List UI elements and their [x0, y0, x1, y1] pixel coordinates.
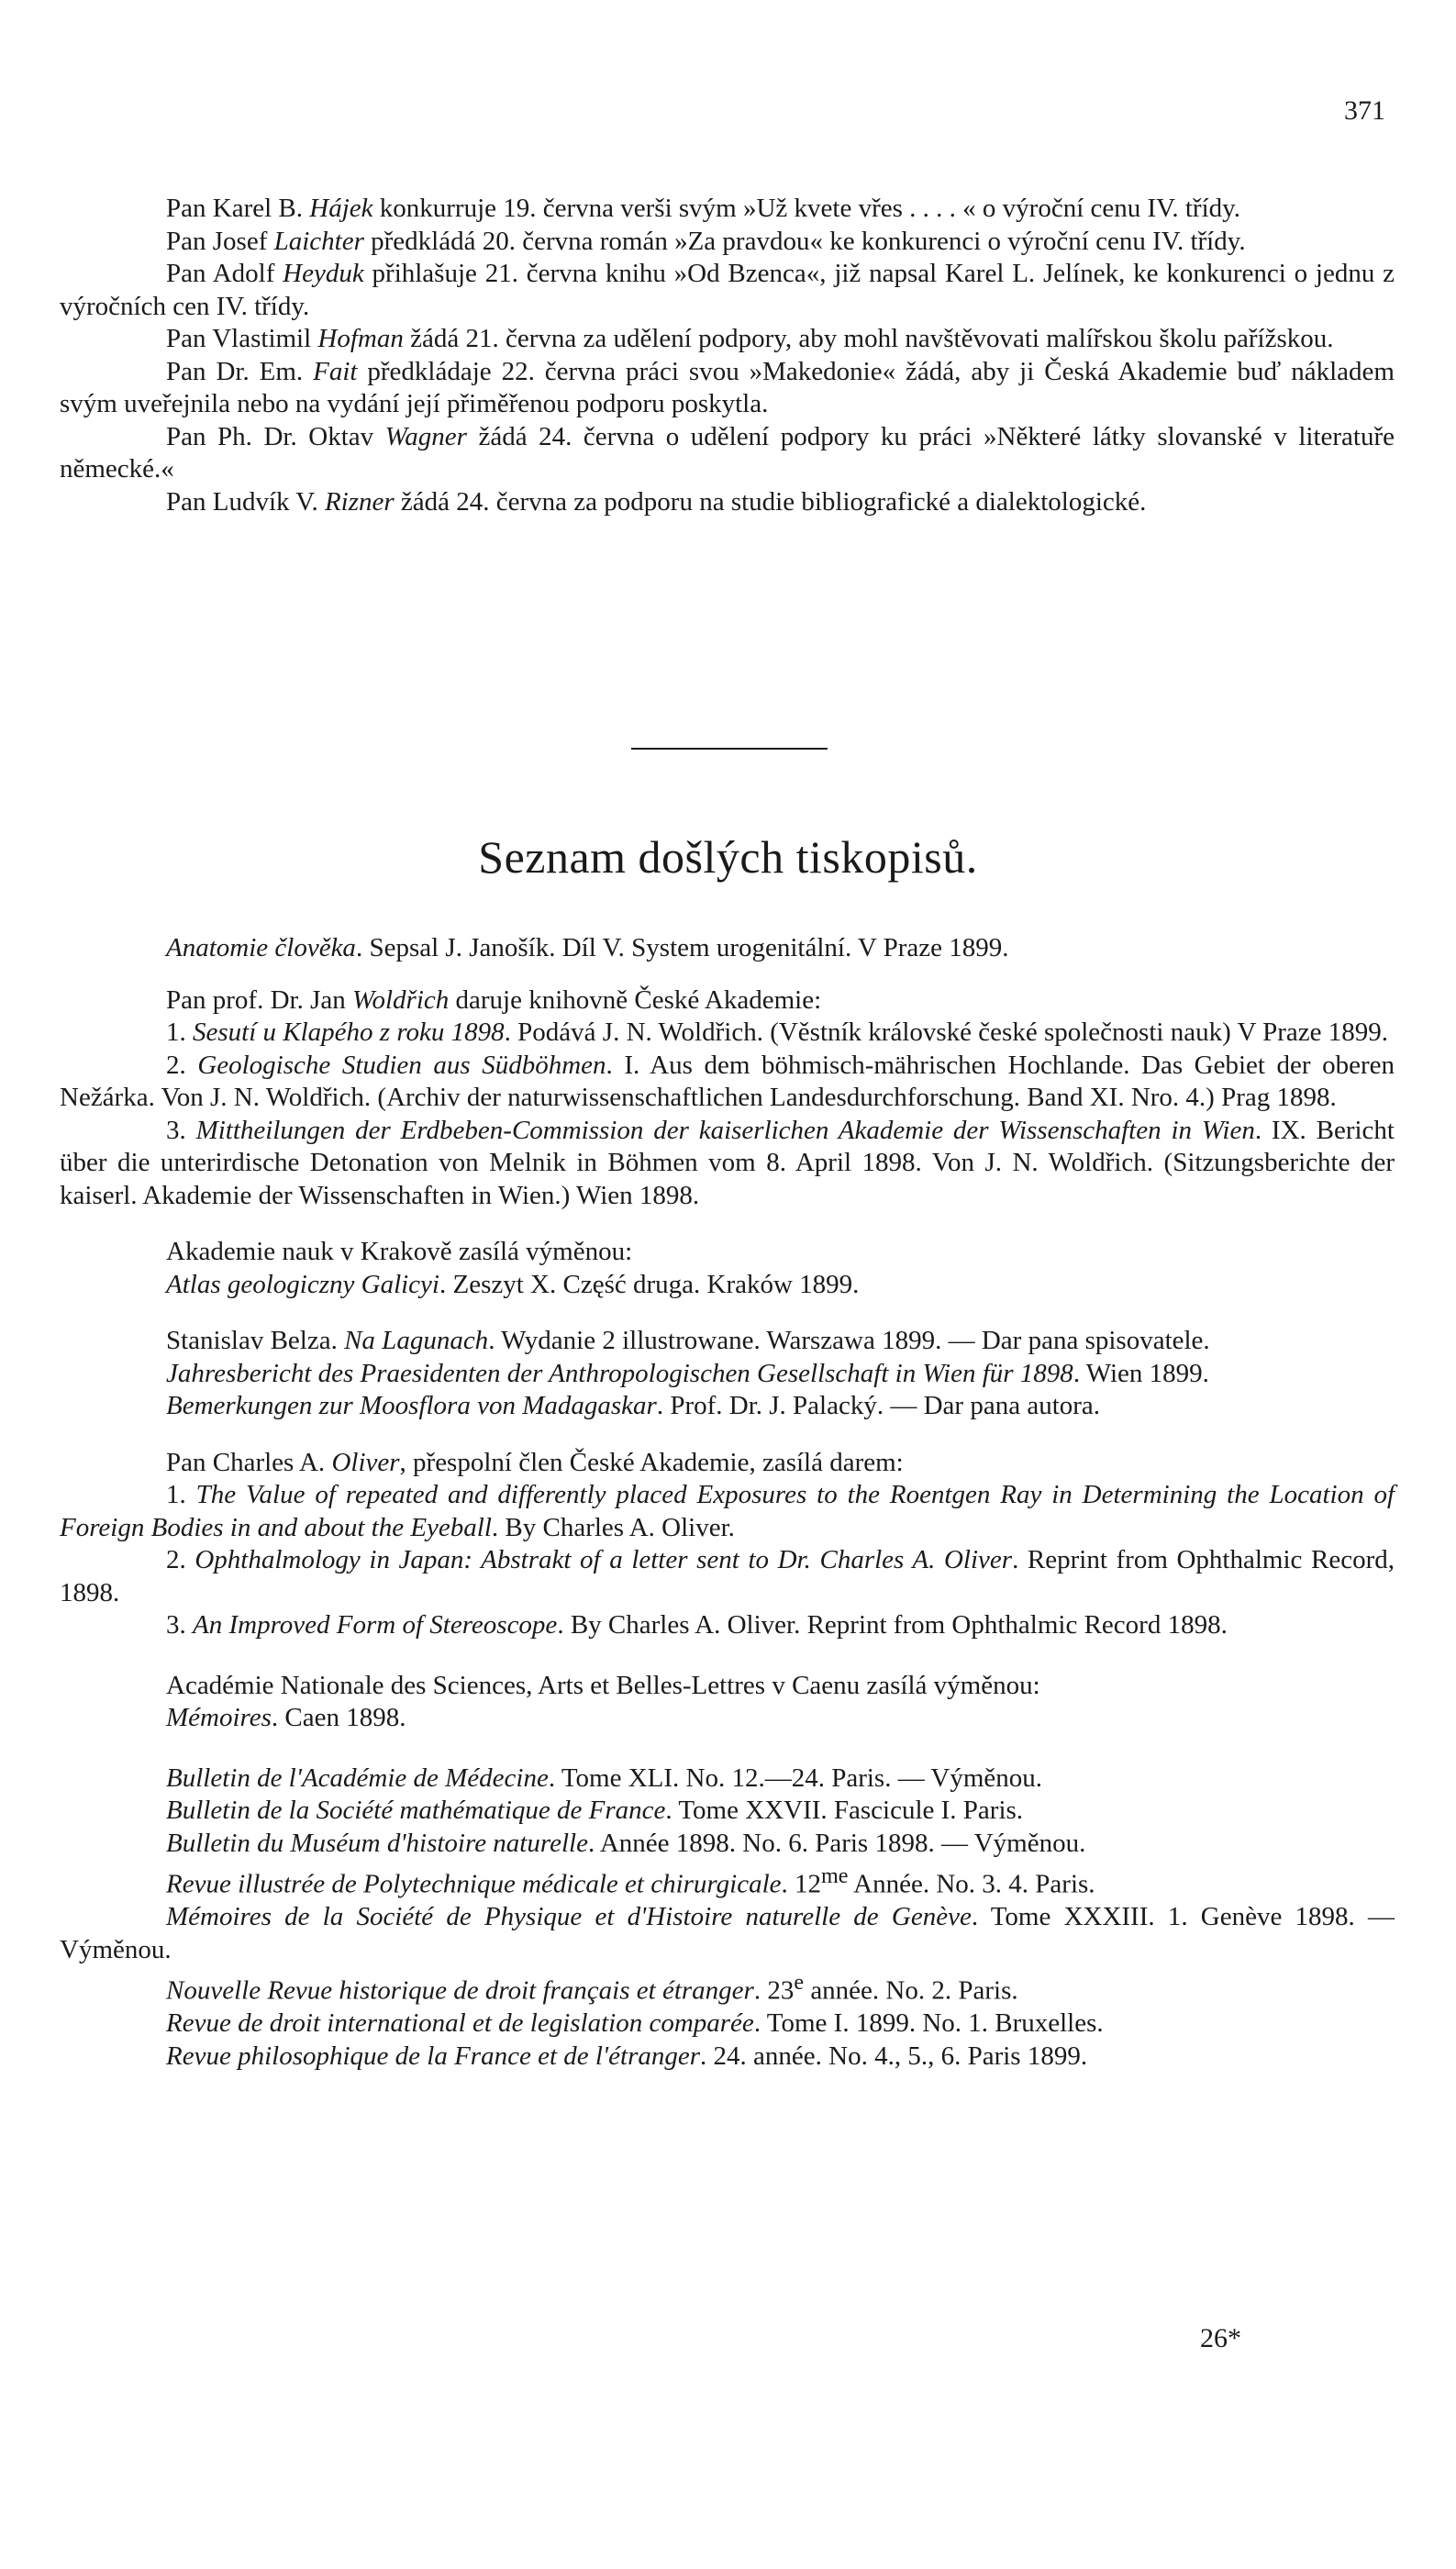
print-entry: 1. Sesutí u Klapého z roku 1898. Podává J. N. Woldřich. (Věstník královské české společnosti nauk) V Praze 1899.	[166, 1018, 1389, 1047]
entry-hofman: Pan Vlastimil Hofman žádá 21. června za udělení podpory, aby mohl navštěvovati malířskou školu pařížskou.	[166, 324, 1334, 353]
entry-fait: Pan Dr. Em. Fait předkládaje 22. června práci svou »Makedonie« žádá, aby ji Česká Akademie buď nákladem svým uveřejnila nebo na vydání její přiměřenou podporu poskytla.	[60, 356, 1395, 418]
print-entry: Stanislav Belza. Na Lagunach. Wydanie 2 illustrowane. Warszawa 1899. — Dar pana spisovatele.	[166, 1326, 1210, 1355]
print-entry: Atlas geologiczny Galicyi. Zeszyt X. Część druga. Kraków 1899.	[166, 1269, 860, 1299]
print-entry: Revue illustrée de Polytechnique médicale et chirurgicale. $12^{me}$ Année. No. 3. 4. Paris.	[166, 1863, 1095, 1899]
print-entry: 2. Ophthalmology in Japan: Abstrakt of a letter sent to Dr. Charles A. Oliver. Reprint from Ophthalmic Record, 1898.	[60, 1545, 1395, 1607]
print-entry: Jahresbericht des Praesidenten der Anthropologischen Gesellschaft in Wien für 1898. Wien 1899.	[166, 1358, 1209, 1388]
print-entry: Nouvelle Revue historique de droit français et étranger. 23e année. No. 2. Paris.	[166, 1970, 1018, 2006]
print-entry: 1. The Value of repeated and differently placed Exposures to the Roentgen Ray in Determining the Location of Foreign Bodies in and about the Eyeball. By Charles A. Oliver.	[60, 1480, 1395, 1542]
print-entry: Bulletin du Muséum d'histoire naturelle. Année 1898. No. 6. Paris 1898. — Výměnou.	[166, 1828, 1086, 1858]
donor-line: Académie Nationale des Sciences, Arts et Belles-Lettres v Caenu zasílá výměnou:	[166, 1670, 1040, 1700]
print-entry: Bulletin de l'Académie de Médecine. Tome XLI. No. 12.—24. Paris. — Výměnou.	[166, 1763, 1043, 1793]
signature-mark: 26*	[1200, 2323, 1241, 2353]
print-entry: 3. An Improved Form of Stereoscope. By Charles A. Oliver. Reprint from Ophthalmic Record 1898.	[166, 1610, 1228, 1640]
minutes-section	[60, 193, 1395, 518]
donor-line: Pan prof. Dr. Jan Woldřich daruje knihovně České Akademie:	[166, 984, 822, 1015]
print-entry: Mémoires de la Société de Physique et d'Histoire naturelle de Genève. Tome XXXIII. 1. Genève 1898. — Výměnou.	[60, 1902, 1395, 1964]
print-entry: Mémoires. Caen 1898.	[166, 1703, 406, 1732]
print-entry: 2. Geologische Studien aus Südböhmen. I. Aus dem böhmisch-mährischen Hochlande. Das Gebiet der oberen Nežárka. Von J. N. Woldřich. (Archiv der naturwissenschaftlichen Landesdurchforschung. Band XI. Nro. 4.) Prag 1898.	[60, 1050, 1395, 1112]
section-heading: Seznam došlých tiskopisů.	[478, 831, 978, 883]
print-entry: Revue philosophique de la France et de l'étranger. 24. année. No. 4., 5., 6. Paris 1899.	[166, 2041, 1088, 2071]
donor-line: Akademie nauk v Krakově zasílá výměnou:	[166, 1237, 633, 1266]
entry-wagner: Pan Ph. Dr. Oktav Wagner žádá 24. června o udělení podpory ku práci »Některé látky slovanské v literatuře německé.«	[60, 421, 1395, 484]
received-prints-list	[60, 932, 1395, 2073]
page-number: 371	[1344, 95, 1385, 126]
section-divider	[631, 748, 828, 750]
entry-heyduk: Pan Adolf Heyduk přihlašuje 21. června knihu »Od Bzenca«, již napsal Karel L. Jelínek, ke konkurenci o jednu z výročních cen IV. třídy.	[60, 259, 1395, 321]
print-entry: Bulletin de la Société mathématique de France. Tome XXVII. Fascicule I. Paris.	[166, 1796, 1024, 1825]
entry-rizner: Pan Ludvík V. Rizner žádá 24. června za podporu na studie bibliografické a dialektologické.	[166, 486, 1147, 517]
print-entry: Bemerkungen zur Moosflora von Madagaskar. Prof. Dr. J. Palacký. — Dar pana autora.	[166, 1391, 1101, 1420]
print-entry: 3. Mittheilungen der Erdbeben-Commission der kaiserlichen Akademie der Wissenschaften in Wien. IX. Bericht über die unterirdische Detonation von Melnik in Böhmen vom 8. April 1898. Von J. N. Woldřich. (Sitzungsberichte der kaiserl. Akademie der Wissenschaften in Wien.) Wien 1898.	[60, 1115, 1395, 1210]
entry-laichter: Pan Josef Laichter předkládá 20. června román »Za pravdou« ke konkurenci o výroční cenu IV. třídy.	[166, 226, 1246, 256]
donor-line: Pan Charles A. Oliver, přespolní člen České Akademie, zasílá darem:	[166, 1447, 904, 1477]
print-entry: Anatomie člověka. Sepsal J. Janošík. Díl V. System urogenitální. V Praze 1899.	[166, 933, 1009, 962]
print-entry: Revue de droit international et de legislation comparée. Tome I. 1899. No. 1. Bruxelles.	[166, 2008, 1104, 2039]
entry-hajek: Pan Karel B. Hájek konkurruje 19. června verši svým »Už kvete vřes . . . . « o výroční cenu IV. třídy.	[166, 194, 1240, 223]
